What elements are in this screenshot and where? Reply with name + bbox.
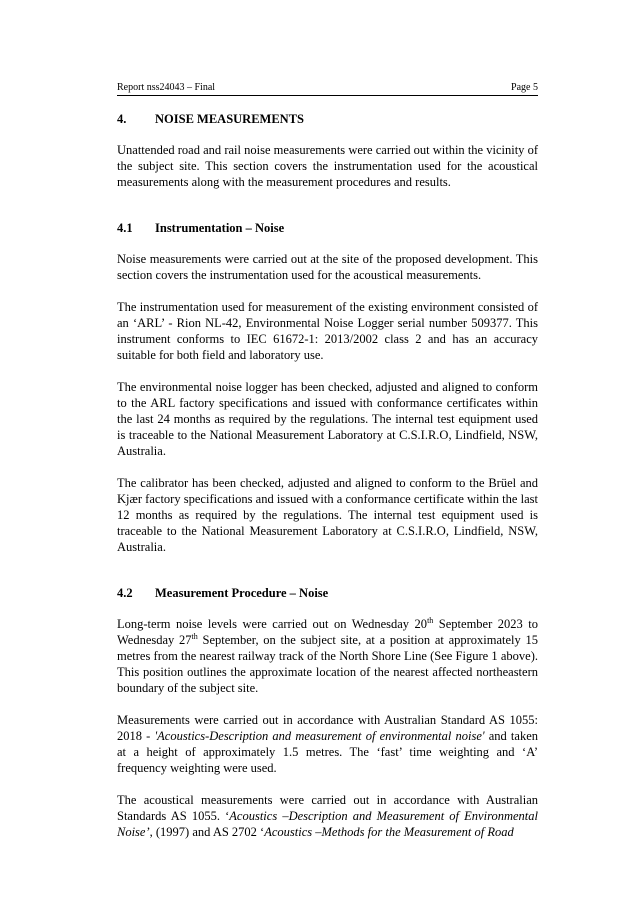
heading-section-4-1 bbox=[117, 221, 538, 236]
section-number: 4. bbox=[117, 112, 127, 126]
text-run: Long-term noise levels were carried out on Wednesday 20 bbox=[117, 617, 428, 631]
header-rule bbox=[117, 95, 538, 96]
heading-section-4-2 bbox=[117, 586, 538, 601]
report-id: Report nss24043 – Final bbox=[117, 82, 216, 93]
text-run: Measurements were carried out in accordance with Australian Standard AS 1055: 2018 - bbox=[117, 713, 538, 743]
section-title: Instrumentation – Noise bbox=[155, 221, 285, 235]
document-body bbox=[117, 112, 538, 840]
text-run: The acoustical measurements were carried out in accordance with Australian Standards AS 1055. ‘ bbox=[117, 793, 538, 823]
paragraph: The calibrator has been checked, adjusted and aligned to conform to the Brüel and Kjær factory specifications and issued with a conformance certificate within the last 12 months as required by the regulations. The internal test equipment used is traceable to the National Measurement Laboratory at C.S.I.R.O, Lindfield, NSW, Australia. bbox=[117, 476, 538, 554]
section-number: 4.1 bbox=[117, 221, 133, 235]
paragraph: Noise measurements were carried out at the site of the proposed development. This section covers the instrumentation used for the acoustical measurements. bbox=[117, 252, 538, 282]
text-run: September, on the subject site, at a position at approximately 15 metres from the nearest railway track of the North Shore Line (See Figure 1 above). This position outlines the approximate location of the nearest affected northeastern boundary of the subject site. bbox=[117, 633, 538, 695]
paragraph bbox=[117, 792, 538, 840]
italic-text: 'Acoustics-Description and measurement of environmental noise' bbox=[154, 729, 485, 743]
superscript: th bbox=[427, 615, 434, 625]
section-number: 4.2 bbox=[117, 586, 133, 600]
superscript: th bbox=[191, 631, 198, 641]
text-run: and taken at a height of approximately 1.5 metres. The ‘fast’ time weighting and ‘A’ frequency weighting were used. bbox=[117, 729, 538, 775]
text-run: September 2023 to Wednesday 27 bbox=[117, 617, 538, 647]
section-title: Measurement Procedure – Noise bbox=[155, 586, 329, 600]
paragraph: The instrumentation used for measurement of the existing environment consisted of an ‘ARL’ - Rion NL-42, Environmental Noise Logger serial number 509377. This instrument conforms to IEC 61672-1: 2013/2002 class 2 and has an accuracy suitable for both field and laboratory use. bbox=[117, 300, 538, 362]
paragraph bbox=[117, 712, 538, 776]
page-number: Page 5 bbox=[511, 82, 538, 93]
section-title: NOISE MEASUREMENTS bbox=[155, 112, 304, 126]
page-header bbox=[117, 82, 538, 93]
heading-section-4 bbox=[117, 112, 538, 127]
paragraph: The environmental noise logger has been checked, adjusted and aligned to conform to the ARL factory specifications and issued with conformance certificates within the last 24 months as required by the regulations. The internal test equipment used is traceable to the National Measurement Laboratory at C.S.I.R.O, Lindfield, NSW, Australia. bbox=[117, 380, 538, 458]
paragraph bbox=[117, 616, 538, 696]
italic-text: Acoustics –Description and Measurement of Environmental Noise’ bbox=[117, 809, 538, 839]
paragraph: Unattended road and rail noise measurements were carried out within the vicinity of the subject site. This section covers the instrumentation used for the acoustical measurements along with the measurement procedures and results. bbox=[117, 143, 538, 189]
italic-text: Acoustics –Methods for the Measurement of Road bbox=[264, 825, 514, 839]
text-run: , (1997) and AS 2702 ‘ bbox=[149, 825, 265, 839]
